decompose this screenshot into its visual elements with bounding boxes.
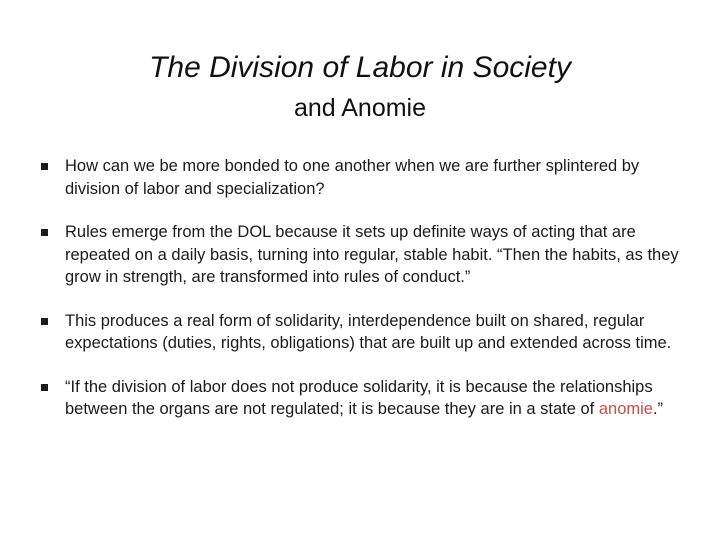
bullet-text: This produces a real form of solidarity, interdependence built on shared, regular expectations (duties, rights, obligations) that are built up and extended across time. xyxy=(65,311,672,352)
title-main: The Division of Labor in Society xyxy=(149,51,571,84)
slide-title xyxy=(0,48,720,125)
highlighted-term: anomie xyxy=(598,400,653,418)
square-bullet-icon xyxy=(41,163,48,170)
title-subtitle: and Anomie xyxy=(293,94,427,122)
square-bullet-icon xyxy=(41,384,48,391)
bullet-text: Rules emerge from the DOL because it sets up definite ways of acting that are repeated on a daily basis, turning into regular, stable habit. “Then the habits, as they grow in strength, are transformed into rules of conduct.” xyxy=(65,223,679,286)
bullet-item xyxy=(40,221,680,289)
bullet-text-before: “If the division of labor does not produce solidarity, it is because the relationships between the organs are not regulated; it is because they are in a state of xyxy=(65,377,653,418)
bullet-text: How can we be more bonded to one another when we are further splintered by division of labor and specialization? xyxy=(65,157,640,198)
square-bullet-icon xyxy=(41,318,48,325)
bullet-item xyxy=(40,155,680,200)
bullet-text-after: .” xyxy=(652,400,664,418)
bullet-item xyxy=(40,310,680,355)
bullet-list xyxy=(40,155,680,421)
bullet-item xyxy=(40,376,680,421)
square-bullet-icon xyxy=(41,229,48,236)
bullet-text xyxy=(65,378,663,419)
